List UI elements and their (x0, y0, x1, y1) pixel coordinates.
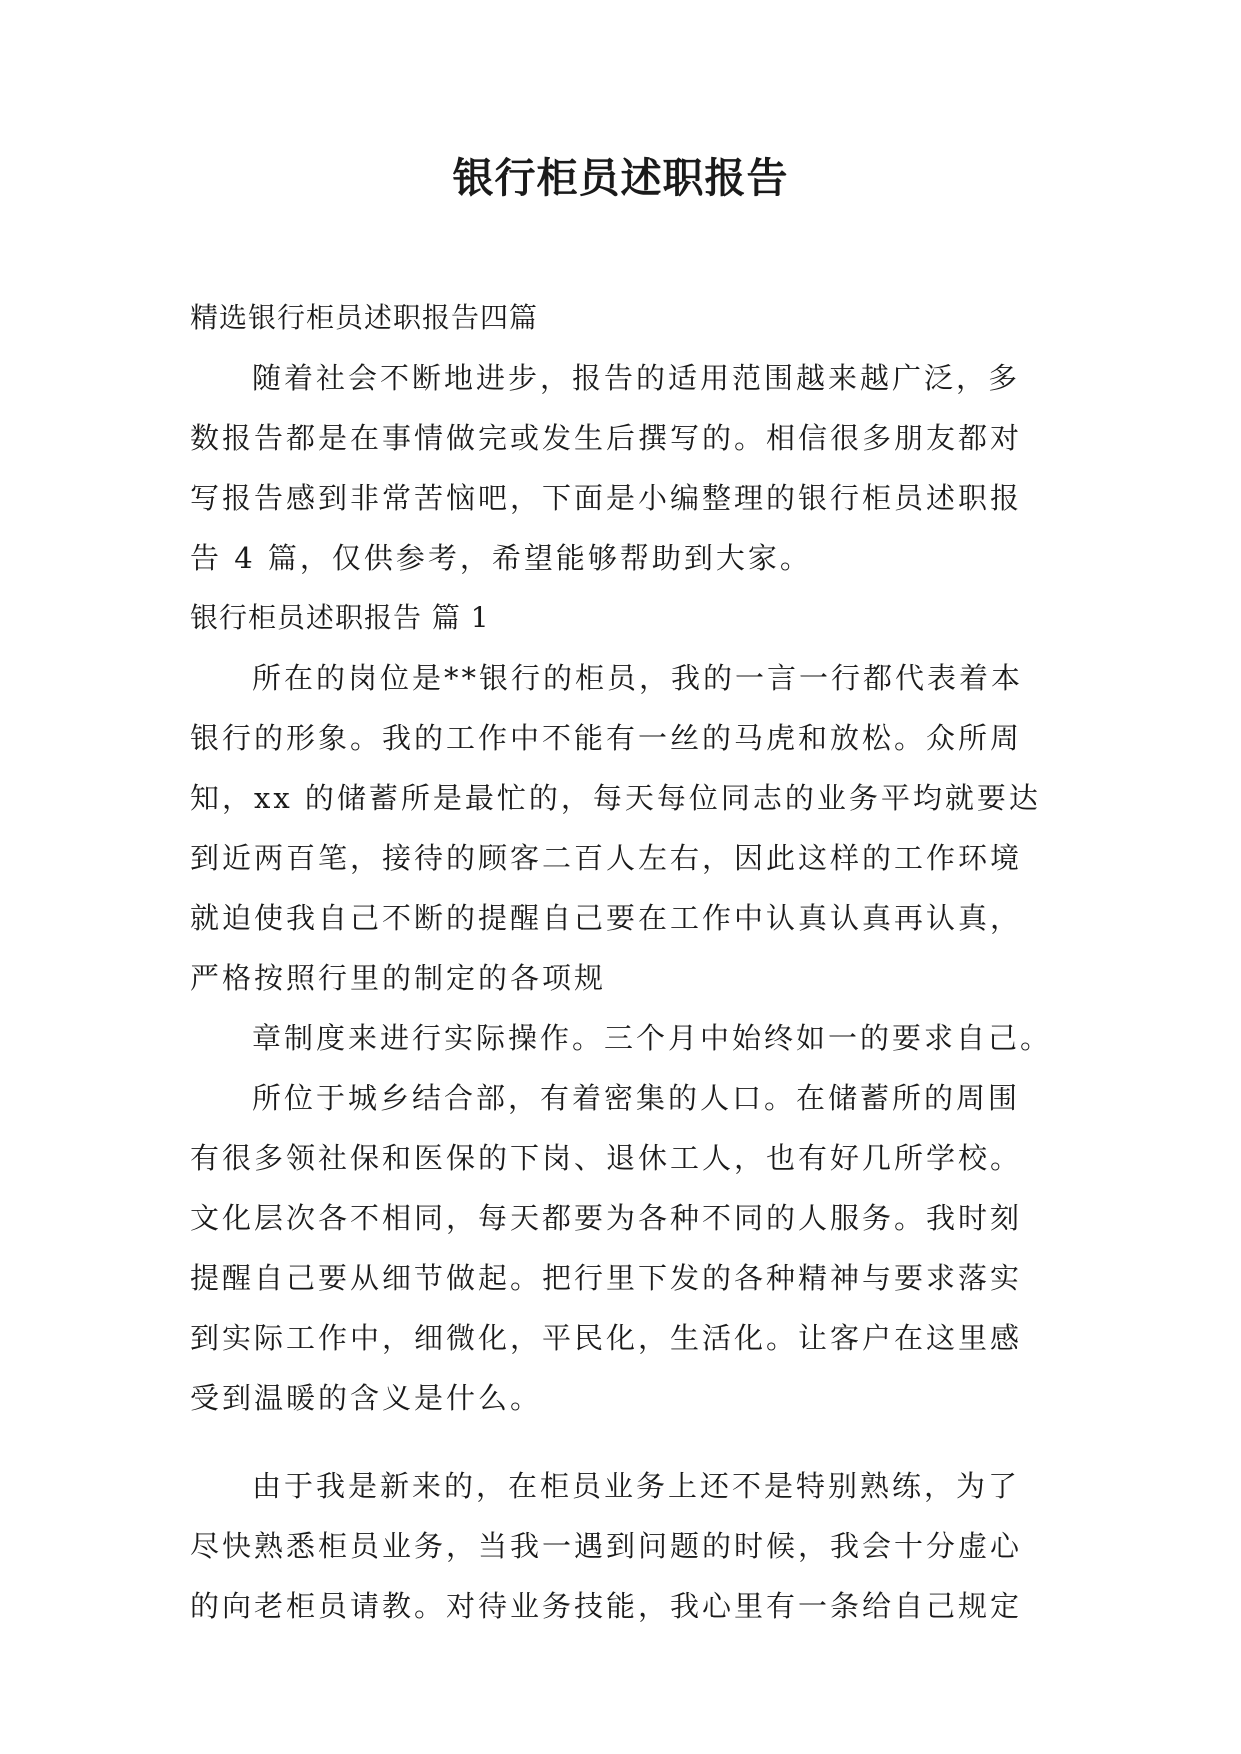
text-line: 由于我是新来的，在柜员业务上还不是特别熟练，为了 (252, 1469, 1021, 1503)
text-line: 的向老柜员请教。对待业务技能，我心里有一条给自己规定 (190, 1589, 1023, 1623)
text-line: 到近两百笔，接待的顾客二百人左右，因此这样的工作环境 (190, 841, 1023, 875)
section-heading: 银行柜员述职报告 篇 1 (190, 601, 490, 634)
text-line: 到实际工作中，细微化，平民化，生活化。让客户在这里感 (190, 1321, 1023, 1355)
text-line: 随着社会不断地进步，报告的适用范围越来越广泛，多 (252, 361, 1021, 395)
text-line: 有很多领社保和医保的下岗、退休工人，也有好几所学校。 (190, 1141, 1023, 1175)
text-line: 所位于城乡结合部，有着密集的人口。在储蓄所的周围 (252, 1081, 1021, 1115)
text-line: 数报告都是在事情做完或发生后撰写的。相信很多朋友都对 (190, 421, 1023, 455)
document-body (190, 288, 1070, 1636)
text-line: 受到温暖的含义是什么。 (190, 1381, 543, 1415)
page-title: 银行柜员述职报告 (452, 154, 789, 202)
text-line: 告 4 篇，仅供参考，希望能够帮助到大家。 (190, 541, 812, 575)
text-line: 提醒自己要从细节做起。把行里下发的各种精神与要求落实 (190, 1261, 1023, 1295)
text-line: 章制度来进行实际操作。三个月中始终如一的要求自己。 (252, 1021, 1053, 1055)
text-line: 文化层次各不相同，每天都要为各种不同的人服务。我时刻 (190, 1201, 1023, 1235)
text-line: 就迫使我自己不断的提醒自己要在工作中认真认真再认真， (190, 901, 1023, 935)
text-line: 尽快熟悉柜员业务，当我一遇到问题的时候，我会十分虚心 (190, 1529, 1023, 1563)
text-line: 银行的形象。我的工作中不能有一丝的马虎和放松。众所周 (190, 721, 1023, 755)
paragraph-gap (190, 1428, 1070, 1456)
text-line: 知，xx 的储蓄所是最忙的，每天每位同志的业务平均就要达 (190, 781, 1041, 815)
text-line: 所在的岗位是**银行的柜员，我的一言一行都代表着本 (252, 661, 1024, 695)
text-line: 严格按照行里的制定的各项规 (190, 961, 607, 995)
text-line: 写报告感到非常苦恼吧，下面是小编整理的银行柜员述职报 (190, 481, 1023, 515)
section-heading: 精选银行柜员述职报告四篇 (190, 301, 539, 334)
